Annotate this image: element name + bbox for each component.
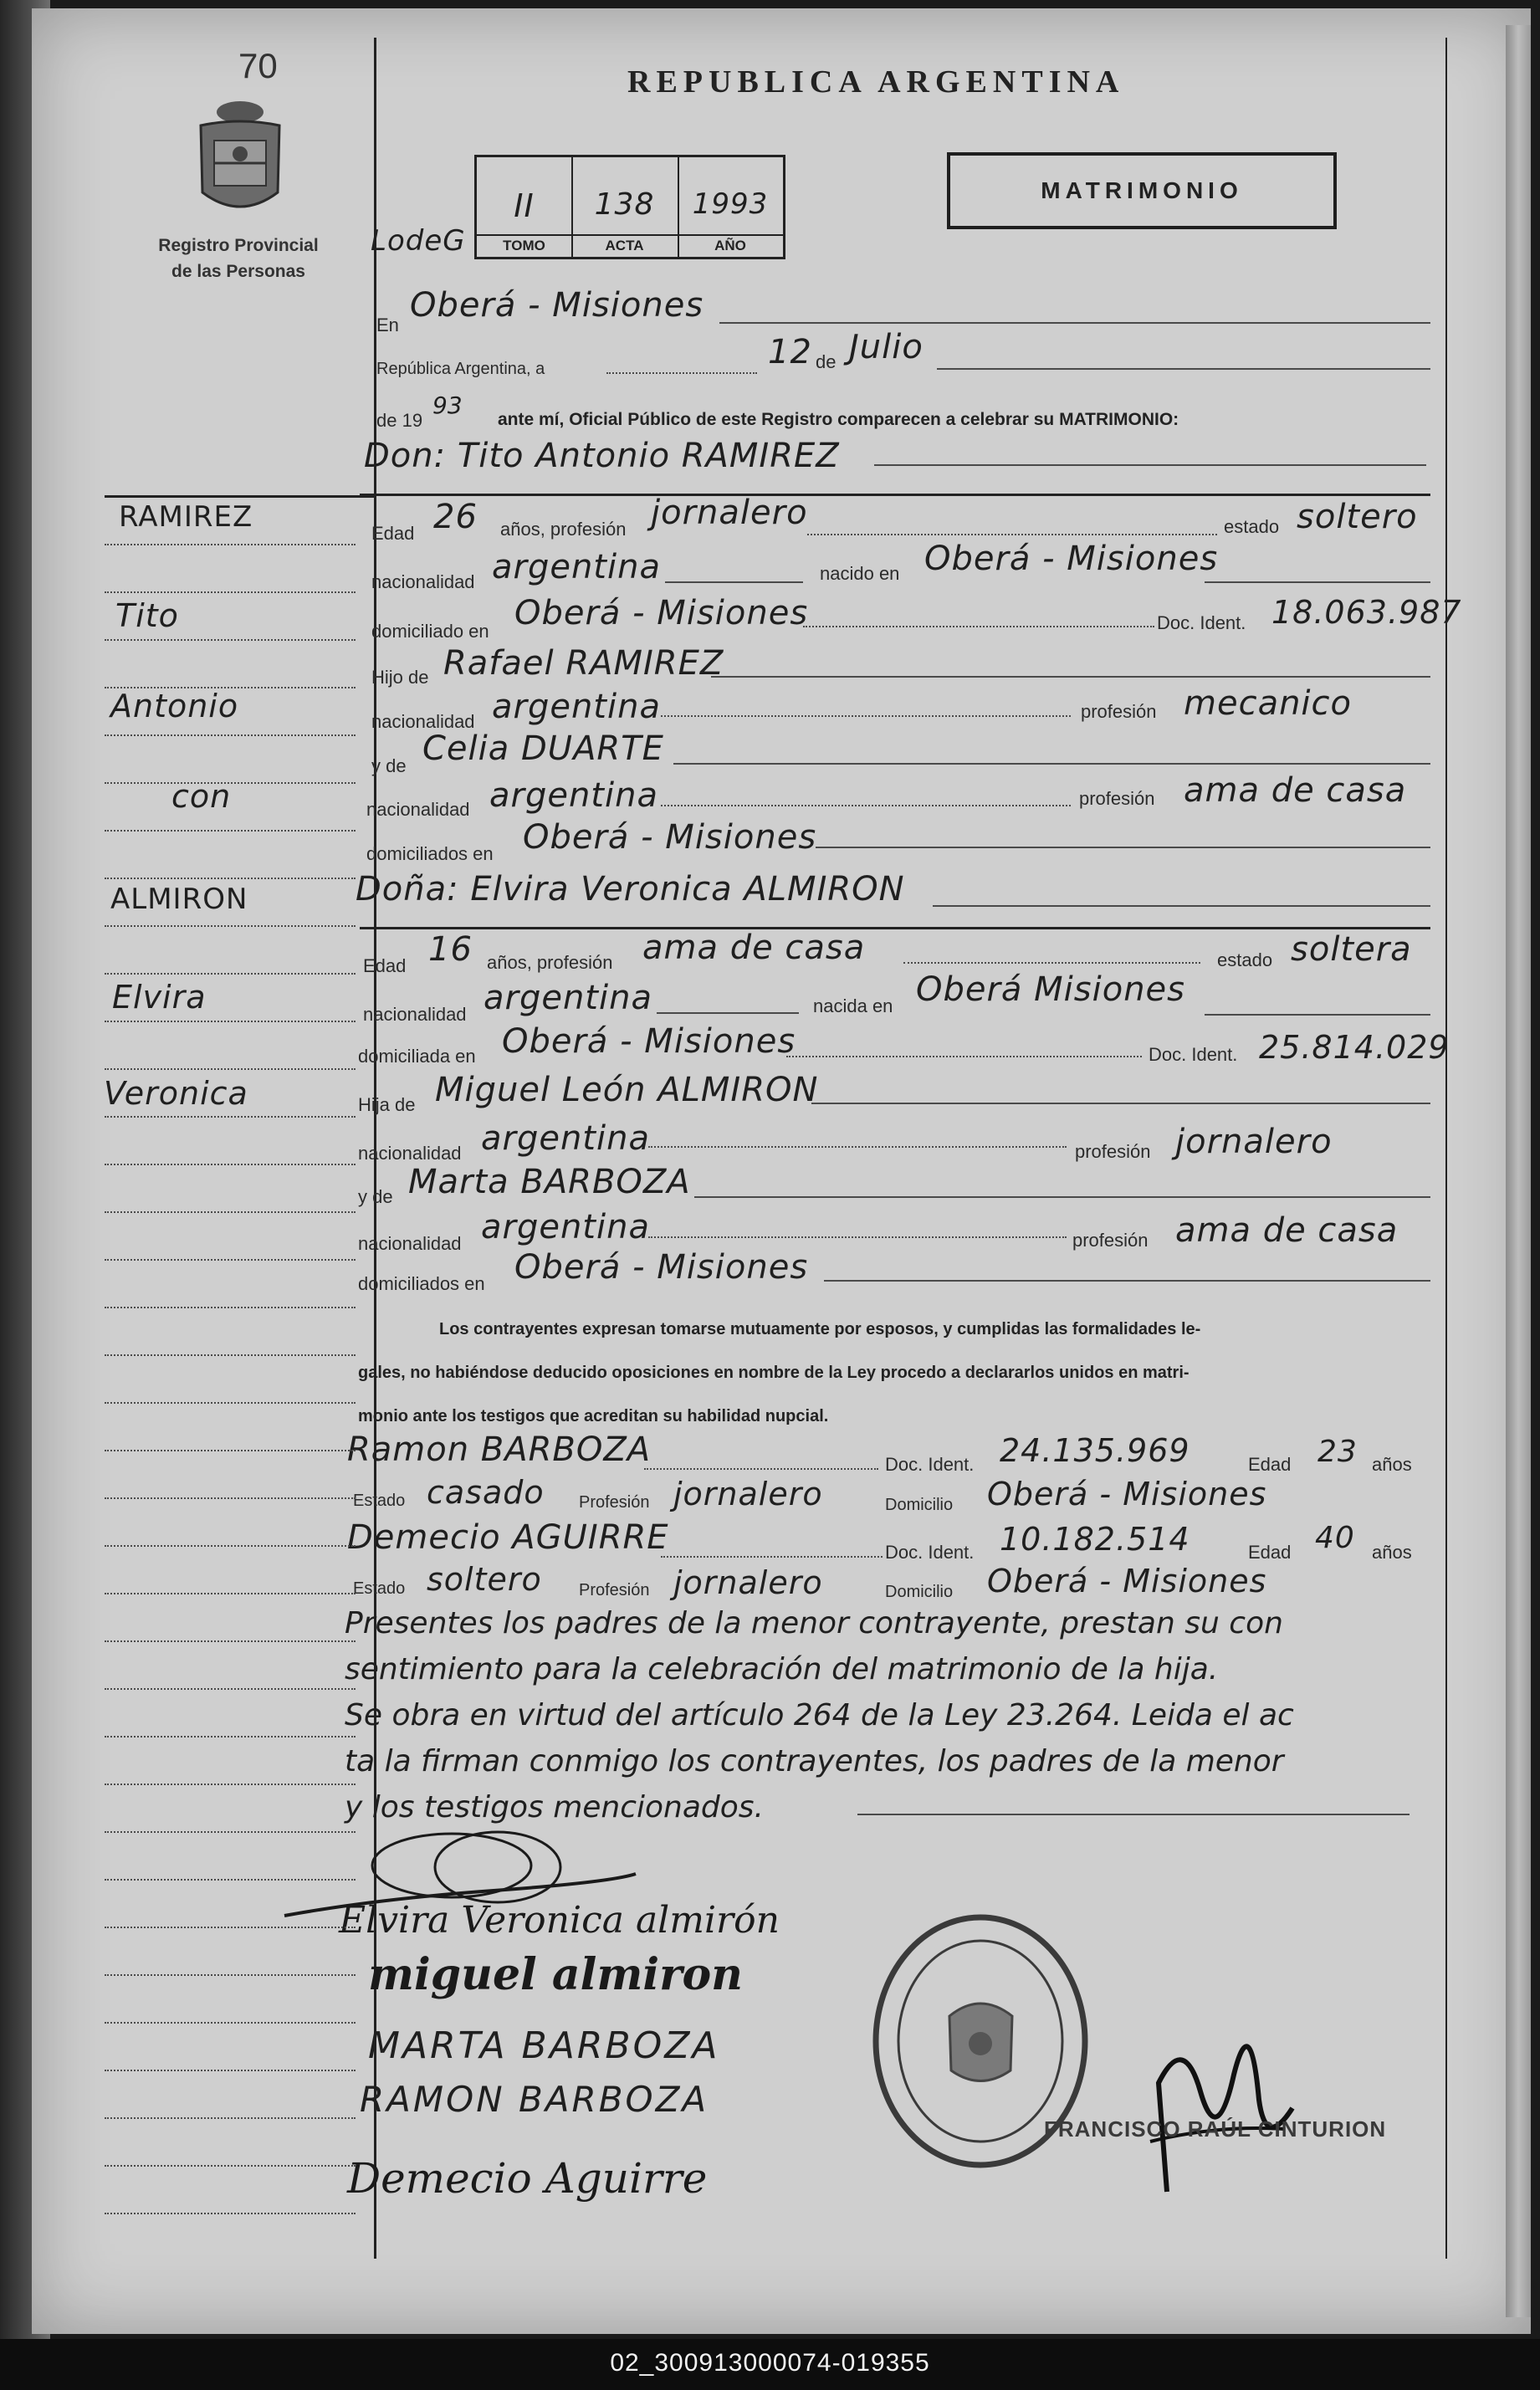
year-prefix: de 19 (376, 410, 423, 431)
groom-nationality: argentina (492, 548, 661, 586)
margin-rule (105, 1259, 356, 1261)
groom-profession: jornalero (651, 494, 808, 532)
groom-mother-nacionalidad-label: nacionalidad (366, 799, 470, 820)
signature-bride: Elvira Veronica almirón (339, 1899, 780, 1942)
margin-rule (105, 878, 356, 879)
witness2-age: 40 (1315, 1521, 1355, 1555)
margin-rule (105, 591, 356, 593)
margin-rule (105, 2165, 356, 2167)
bride-mother-profesion-label: profesión (1072, 1230, 1149, 1251)
witness1-profession: jornalero (673, 1476, 823, 1512)
bride-profession: ama de casa (642, 929, 866, 967)
de-label: de (816, 351, 837, 372)
signature-witness-1: RAMON BARBOZA (360, 2079, 709, 2120)
margin-rule (105, 734, 356, 736)
bride-birthplace: Oberá Misiones (916, 970, 1186, 1009)
bride-father-nacionalidad-label: nacionalidad (358, 1143, 462, 1164)
groom-domiciliados-label: domiciliados en (366, 843, 494, 864)
bride-mother-nationality: argentina (481, 1208, 650, 1246)
bride-father-nationality: argentina (481, 1119, 650, 1158)
notes-line-3: Se obra en virtud del artículo 264 de la Ley 23.264. Leida el ac (345, 1698, 1294, 1732)
margin-note-5: ALMIRON (110, 883, 248, 916)
tomo-label: TOMO (503, 238, 545, 253)
margin-rule (105, 1974, 356, 1976)
right-border (1445, 38, 1447, 2259)
groom-estado-label: estado (1224, 516, 1280, 537)
signature-bride-mother: MARTA BARBOZA (368, 2024, 720, 2067)
intro-day: 12 (768, 333, 812, 371)
witness2-name: Demecio AGUIRRE (347, 1518, 669, 1557)
bride-edad-label: Edad (363, 955, 407, 976)
bride-name: Doña: Elvira Veronica ALMIRON (356, 870, 905, 908)
notes-line-1: Presentes los padres de la menor contrayente, prestan su con (345, 1606, 1283, 1640)
bride-doc-label: Doc. Ident. (1149, 1044, 1238, 1065)
groom-edad-label: Edad (371, 523, 415, 544)
witness2-estado-label: Estado (353, 1579, 406, 1598)
margin-rule (105, 1116, 356, 1118)
margin-rule (105, 1736, 356, 1737)
witness1-anos-label: años (1372, 1454, 1412, 1475)
margin-rule (105, 1402, 356, 1404)
margin-note-2: Tito (115, 597, 179, 634)
margin-rule (105, 2213, 356, 2214)
margin-rule (105, 1593, 356, 1594)
witness2-anos-label: años (1372, 1542, 1412, 1563)
margin-rule (105, 1497, 356, 1499)
witness1-age: 23 (1317, 1435, 1358, 1469)
coat-of-arms-icon (191, 99, 289, 221)
witness2-edad-label: Edad (1248, 1542, 1292, 1563)
witness2-profession: jornalero (673, 1564, 823, 1601)
bride-doc: 25.814.029 (1259, 1029, 1450, 1066)
margin-rule (105, 1927, 356, 1928)
bride-nacionalidad-label: nacionalidad (363, 1004, 467, 1025)
witness1-estado: casado (427, 1474, 545, 1511)
margin-rule (105, 925, 356, 927)
groom-father: Rafael RAMIREZ (443, 644, 724, 683)
margin-rule (105, 687, 356, 688)
code-label: LodeG (371, 224, 466, 258)
registry-line1: Registro Provincial (158, 236, 319, 255)
notes-line-5: y los testigos mencionados. (345, 1790, 764, 1824)
declaration-line-3: monio ante los testigos que acreditan su habilidad nupcial. (358, 1407, 829, 1425)
bride-estado-label: estado (1217, 949, 1273, 970)
intro-sentence: ante mí, Oficial Público de este Registro comparecen a celebrar su MATRIMONIO: (498, 410, 1179, 429)
witness2-profesion-label: Profesión (579, 1581, 650, 1599)
bride-nacida-label: nacida en (813, 995, 893, 1016)
bride-mother-profession: ama de casa (1175, 1211, 1399, 1250)
witness2-estado: soltero (427, 1561, 542, 1598)
margin-rule (105, 544, 356, 545)
margin-note-7: Veronica (104, 1075, 248, 1112)
witness2-doc: 10.182.514 (1000, 1521, 1190, 1558)
groom-name: Don: Tito Antonio RAMIREZ (364, 437, 840, 475)
declaration-line-2: gales, no habiéndose deducido oposiciones en nombre de la Ley procedo a declararlos unidos en matri- (358, 1364, 1190, 1382)
margin-rule (105, 1640, 356, 1642)
margin-rule (105, 639, 356, 641)
groom-father-nacionalidad-label: nacionalidad (371, 711, 475, 732)
republica-label: República Argentina, a (376, 360, 545, 378)
witness1-domicile: Oberá - Misiones (987, 1476, 1267, 1512)
groom-doc: 18.063.987 (1271, 594, 1462, 631)
groom-hijo-label: Hijo de (371, 667, 429, 688)
groom-mother-profesion-label: profesión (1079, 788, 1155, 809)
groom-doc-label: Doc. Ident. (1157, 612, 1246, 633)
bride-estado: soltera (1291, 930, 1412, 969)
margin-rule (105, 1450, 356, 1451)
country-title: REPUBLICA ARGENTINA (627, 64, 1125, 100)
margin-rule (105, 1211, 356, 1213)
groom-nacido-label: nacido en (820, 563, 900, 584)
official-signature-icon (1133, 1983, 1301, 2208)
groom-domicile: Oberá - Misiones (514, 594, 809, 632)
witness1-doc: 24.135.969 (1000, 1432, 1190, 1469)
margin-rule (105, 1879, 356, 1881)
groom-y-de-label: y de (371, 755, 407, 776)
margin-rule (105, 1784, 356, 1785)
bride-y-de-label: y de (358, 1186, 393, 1207)
margin-rule (105, 2022, 356, 2024)
groom-domiciliado-label: domiciliado en (371, 621, 489, 642)
groom-father-profesion-label: profesión (1081, 701, 1157, 722)
bride-hija-label: Hija de (358, 1094, 416, 1115)
groom-mother-nationality: argentina (489, 776, 658, 815)
margin-note-6: Elvira (112, 979, 207, 1016)
ano-value: 1993 (692, 187, 769, 221)
groom-mother-profession: ama de casa (1184, 771, 1407, 810)
signature-bride-father: miguel almiron (368, 1949, 743, 2000)
notes-line-4: ta la firman conmigo los contrayentes, los padres de la menor (345, 1744, 1284, 1778)
acta-label: ACTA (605, 238, 644, 253)
margin-rule (105, 1068, 356, 1070)
intro-place: Oberá - Misiones (410, 286, 704, 325)
witness1-estado-label: Estado (353, 1492, 406, 1510)
tomo-acta-ano-box (474, 155, 785, 259)
bride-mother-nacionalidad-label: nacionalidad (358, 1233, 462, 1254)
margin-rule (105, 1688, 356, 1690)
margin-note-3: Antonio (110, 688, 239, 724)
witness1-doc-label: Doc. Ident. (885, 1454, 975, 1475)
year-suffix: 93 (432, 392, 463, 419)
witness1-name: Ramon BARBOZA (347, 1430, 652, 1469)
en-label: En (376, 315, 399, 335)
witness1-edad-label: Edad (1248, 1454, 1292, 1475)
margin-rule (105, 1545, 356, 1547)
declaration-line-1: Los contrayentes expresan tomarse mutuamente por esposos, y cumplidas las formalidades le- (439, 1320, 1201, 1338)
margin-rule (105, 1354, 356, 1356)
bride-father-profession: jornalero (1175, 1123, 1333, 1161)
margin-rule (105, 1307, 356, 1308)
groom-anos-profesion-label: años, profesión (500, 519, 627, 540)
groom-father-nationality: argentina (492, 688, 661, 726)
groom-age: 26 (433, 498, 478, 536)
intro-month: Julio (849, 328, 923, 366)
page-edge (1506, 25, 1531, 2317)
bride-domiciliados-label: domiciliados en (358, 1273, 485, 1294)
bride-father-profesion-label: profesión (1075, 1141, 1151, 1162)
witness2-domicilio-label: Domicilio (885, 1583, 954, 1601)
groom-mother: Celia DUARTE (422, 729, 664, 768)
footer-image-id: 02_300913000074-019355 (610, 2349, 930, 2377)
official-stamp-name: FRANCISCO RAÚL CINTURION (1044, 2116, 1387, 2142)
groom-parents-domicile: Oberá - Misiones (523, 818, 817, 857)
groom-estado: soltero (1297, 498, 1418, 536)
bride-anos-profesion-label: años, profesión (487, 952, 613, 973)
witness1-profesion-label: Profesión (579, 1493, 650, 1512)
margin-rule (105, 973, 356, 975)
bride-father: Miguel León ALMIRON (435, 1071, 819, 1109)
margin-note-1: RAMIREZ (119, 500, 253, 534)
tomo-value: II (514, 187, 535, 224)
notes-line-2: sentimiento para la celebración del matrimonio de la hija. (345, 1652, 1219, 1686)
acta-value: 138 (594, 187, 655, 222)
record-type-box (947, 152, 1337, 229)
record-type: MATRIMONIO (1041, 177, 1243, 203)
registry-line2: de las Personas (171, 262, 305, 281)
bride-domicile: Oberá - Misiones (502, 1022, 796, 1061)
margin-rule (105, 2117, 356, 2119)
bride-age: 16 (428, 930, 473, 969)
ano-label: AÑO (714, 238, 746, 253)
bride-domiciliada-label: domiciliada en (358, 1046, 476, 1067)
groom-father-profession: mecanico (1184, 684, 1353, 723)
groom-birthplace: Oberá - Misiones (924, 540, 1219, 578)
margin-rule (105, 2070, 356, 2071)
margin-rule (105, 830, 356, 832)
margin-rule (105, 1831, 356, 1833)
witness2-domicile: Oberá - Misiones (987, 1563, 1267, 1599)
witness1-domicilio-label: Domicilio (885, 1496, 954, 1514)
page-number: 70 (238, 46, 278, 85)
margin-note-4: con (171, 778, 232, 815)
margin-rule (105, 1164, 356, 1165)
witness2-doc-label: Doc. Ident. (885, 1542, 975, 1563)
signature-witness-2: Demecio Aguirre (347, 2154, 708, 2203)
margin-rule (105, 782, 356, 784)
margin-rule (105, 1021, 356, 1022)
bride-nationality: argentina (483, 979, 652, 1017)
bride-parents-domicile: Oberá - Misiones (514, 1248, 809, 1287)
groom-nacionalidad-label: nacionalidad (371, 571, 475, 592)
bride-mother: Marta BARBOZA (408, 1163, 691, 1201)
